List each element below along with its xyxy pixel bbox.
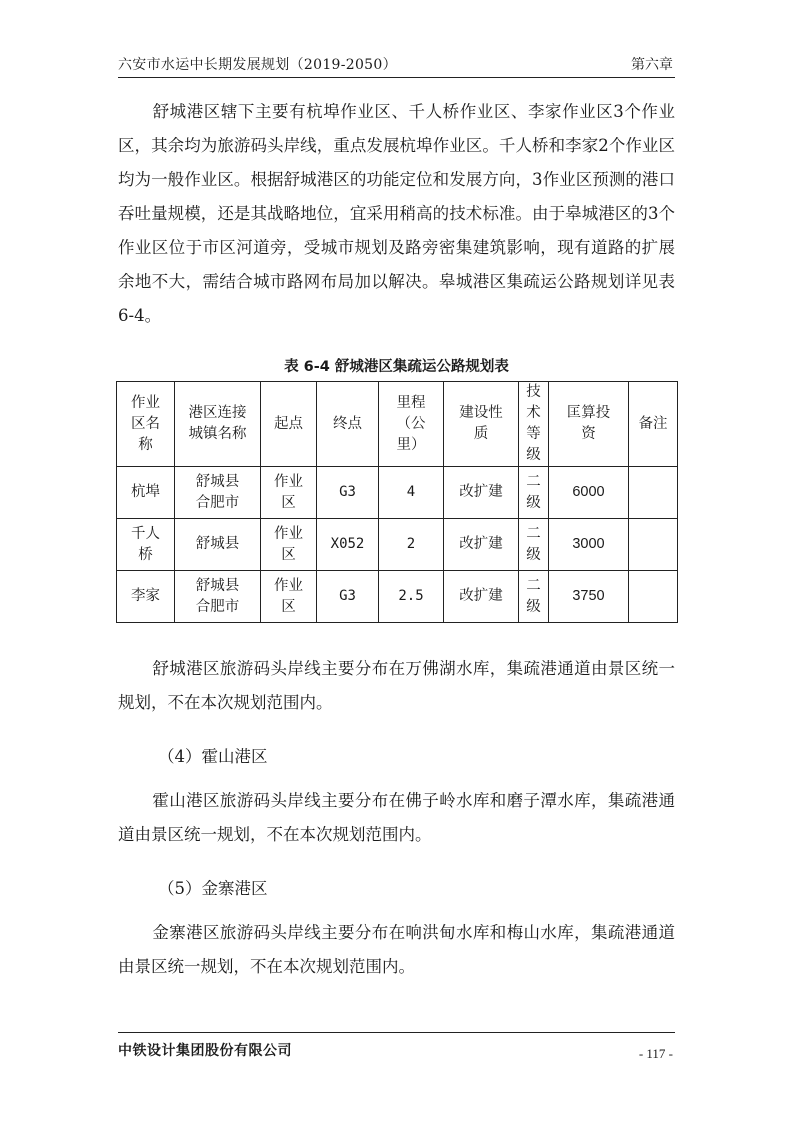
table-cell: 二级 xyxy=(519,467,549,519)
chapter-label: 第六章 xyxy=(631,57,673,73)
section-heading-huoshan: （4）霍山港区 xyxy=(158,747,268,766)
footer-divider xyxy=(118,1032,675,1033)
table-cell: 改扩建 xyxy=(444,519,519,571)
section-heading-jinzhai: （5）金寨港区 xyxy=(158,879,268,898)
table-cell: 李家 xyxy=(117,571,175,623)
table-cell: 舒城县 xyxy=(175,519,261,571)
col-header-mileage: 里程（公里） xyxy=(379,382,444,467)
paragraph-shucheng-tourism xyxy=(118,652,675,720)
table-cell: 作业区 xyxy=(261,571,317,623)
table-cell: 作业区 xyxy=(261,519,317,571)
table-cell: 二级 xyxy=(519,571,549,623)
page-number: - 117 - xyxy=(638,1046,673,1061)
paragraph-huoshan xyxy=(118,784,675,852)
table-cell: 舒城县合肥市 xyxy=(175,571,261,623)
page-header xyxy=(118,50,675,76)
col-header-remarks: 备注 xyxy=(629,382,678,467)
road-plan-table xyxy=(116,381,678,623)
table-cell: 改扩建 xyxy=(444,571,519,623)
paragraph-text: 霍山港区旅游码头岸线主要分布在佛子岭水库和磨子潭水库，集疏港通道由景区统一规划，不在本次规划范围内。 xyxy=(118,791,675,844)
table-cell xyxy=(629,519,678,571)
table-row xyxy=(117,467,678,519)
col-header-end: 终点 xyxy=(317,382,379,467)
col-header-area-name: 作业区名称 xyxy=(117,382,175,467)
table-cell: 作业区 xyxy=(261,467,317,519)
table-caption: 表 6-4 舒城港区集疏运公路规划表 xyxy=(284,359,509,375)
document-title: 六安市水运中长期发展规划（2019-2050） xyxy=(118,57,397,73)
table-cell: 改扩建 xyxy=(444,467,519,519)
table-cell: 2.5 xyxy=(379,571,444,623)
table-cell: 3000 xyxy=(549,519,629,571)
table-header-row xyxy=(117,382,678,467)
table-cell: 3750 xyxy=(549,571,629,623)
table-cell: 4 xyxy=(379,467,444,519)
table-cell: 2 xyxy=(379,519,444,571)
table-cell: 舒城县合肥市 xyxy=(175,467,261,519)
paragraph-text: 舒城港区旅游码头岸线主要分布在万佛湖水库，集疏港通道由景区统一规划，不在本次规划范围内。 xyxy=(118,659,675,712)
table-cell: 二级 xyxy=(519,519,549,571)
table-cell: 千人桥 xyxy=(117,519,175,571)
col-header-tech-grade: 技术等级 xyxy=(519,382,549,467)
table-cell: G3 xyxy=(317,571,379,623)
paragraph-jinzhai xyxy=(118,916,675,984)
paragraph-text: 舒城港区辖下主要有杭埠作业区、千人桥作业区、李家作业区3个作业区，其余均为旅游码头岸线，重点发展杭埠作业区。千人桥和李家2个作业区均为一般作业区。根据舒城港区的功能定位和发展方向，3作业区预测的港口吞吐量规模，还是其战略地位，宜采用稍高的技术标准。由于皋城港区的3个作业区位于市区河道旁，受城市规划及路旁密集建筑影响，现有道路的扩展余地不大，需结合城市路网布局加以解决。皋城港区集疏运公路规划详见表6-4。 xyxy=(118,102,675,325)
table-cell: 6000 xyxy=(549,467,629,519)
table-cell: X052 xyxy=(317,519,379,571)
col-header-construction-type: 建设性质 xyxy=(444,382,519,467)
table-cell xyxy=(629,571,678,623)
table-cell: 杭埠 xyxy=(117,467,175,519)
col-header-start: 起点 xyxy=(261,382,317,467)
paragraph-text: 金寨港区旅游码头岸线主要分布在响洪甸水库和梅山水库，集疏港通道由景区统一规划，不在本次规划范围内。 xyxy=(118,923,675,976)
table-row xyxy=(117,571,678,623)
paragraph-shucheng-intro xyxy=(118,95,675,333)
table-row xyxy=(117,519,678,571)
header-divider xyxy=(118,77,675,78)
col-header-investment: 匡算投资 xyxy=(549,382,629,467)
table-cell xyxy=(629,467,678,519)
col-header-town-name: 港区连接城镇名称 xyxy=(175,382,261,467)
table-cell: G3 xyxy=(317,467,379,519)
company-name: 中铁设计集团股份有限公司 xyxy=(118,1043,292,1059)
